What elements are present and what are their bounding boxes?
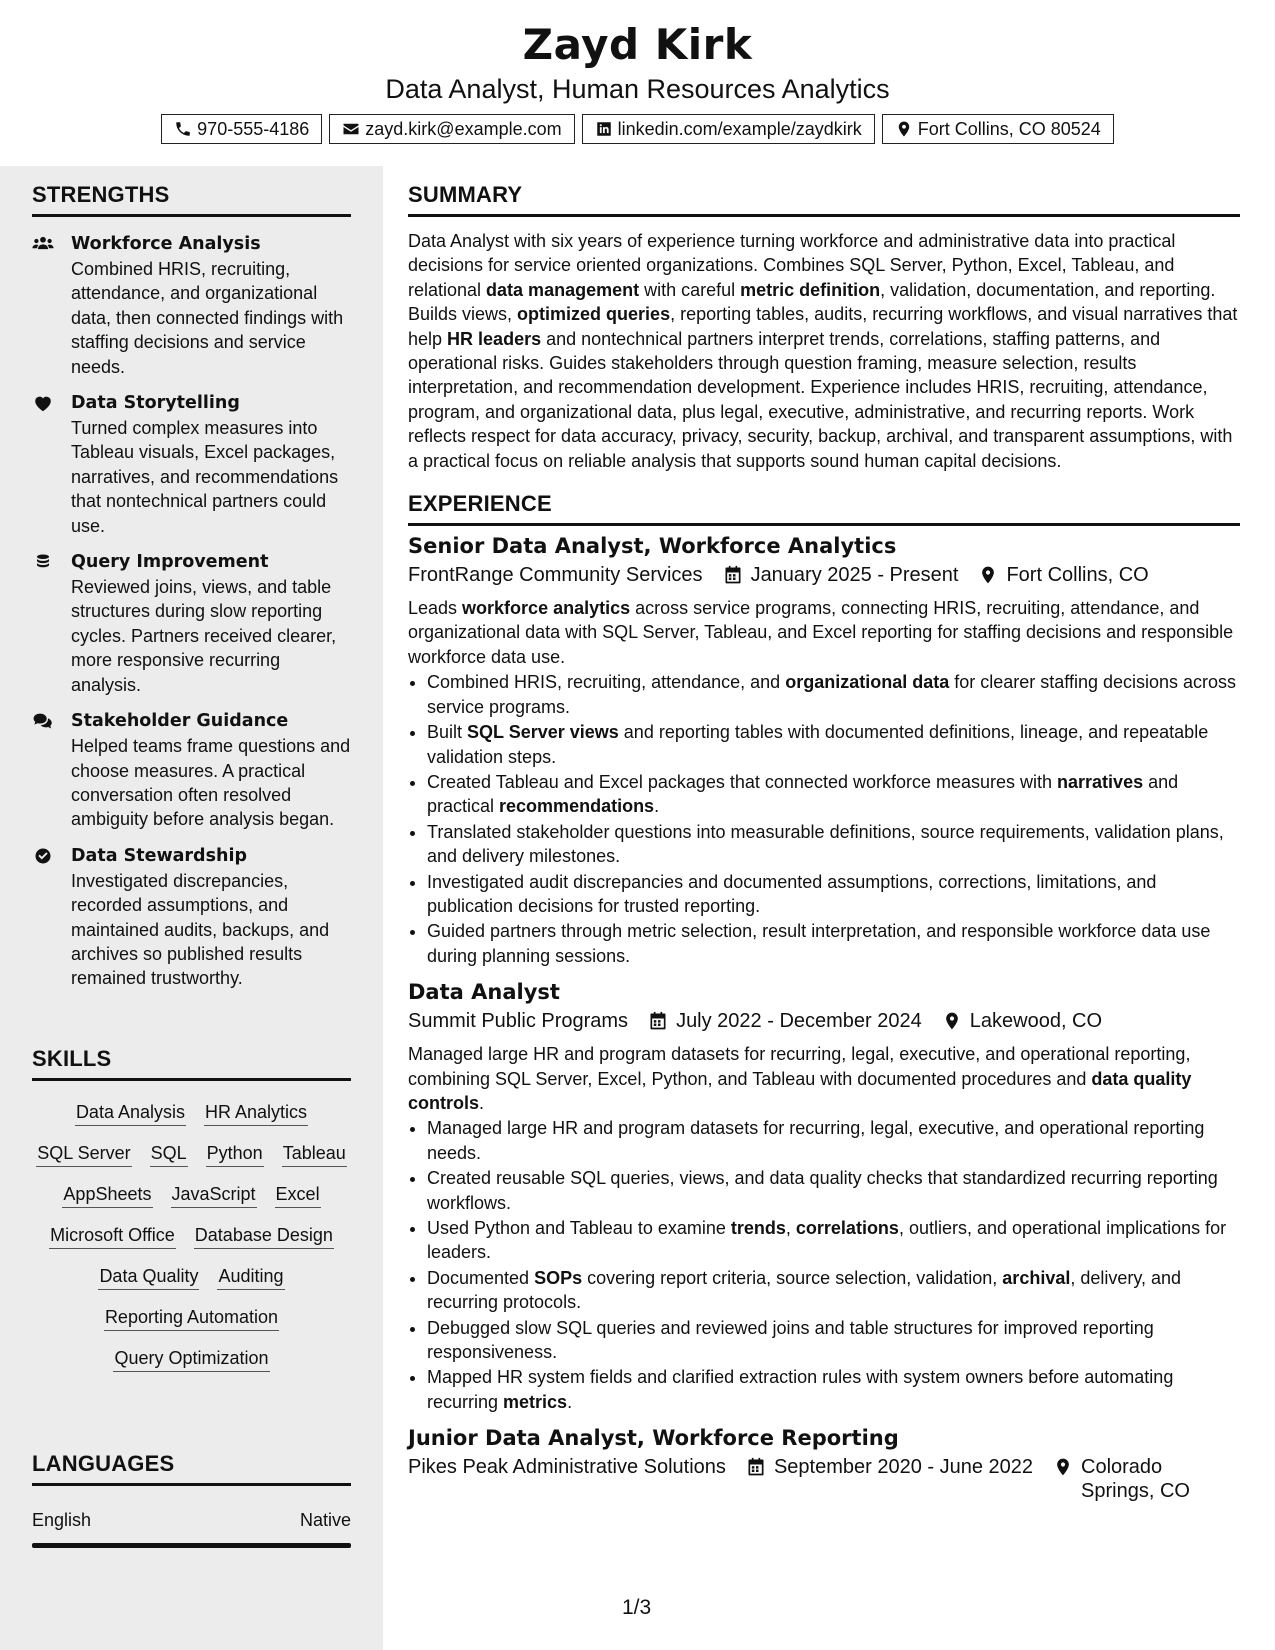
strength-description: Turned complex measures into Tableau visuals, Excel packages, narratives, and recommendations that nontechnical partners could use. xyxy=(71,418,339,536)
strength-description: Helped teams frame questions and choose measures. A practical conversation often resolved ambiguity before analysis began. xyxy=(71,736,351,830)
skill-tag: JavaScript xyxy=(171,1181,257,1208)
job-company: FrontRange Community Services xyxy=(408,564,703,587)
text-segment: , validation, documentation, and reporting. Builds views, xyxy=(408,279,1216,325)
job-description xyxy=(408,596,1240,669)
strengths-heading: STRENGTHS xyxy=(32,182,351,217)
text-segment: with careful xyxy=(639,279,741,300)
strength-text xyxy=(71,232,351,379)
bullet-item xyxy=(427,1166,1240,1215)
text-segment: data quality controls xyxy=(408,1068,1192,1113)
job-bullets xyxy=(408,670,1240,968)
languages-list xyxy=(32,1510,351,1548)
contact-bar xyxy=(0,114,1275,144)
bullet-item xyxy=(427,1116,1240,1165)
strength-title: Data Storytelling xyxy=(71,393,240,414)
job-title: Data Analyst xyxy=(408,980,560,1005)
text-segment: . xyxy=(479,1092,485,1113)
bullet-item xyxy=(427,1266,1240,1315)
strength-item xyxy=(32,550,351,697)
job-meta xyxy=(408,1009,1240,1033)
text-segment: data management xyxy=(486,279,640,300)
summary-heading: SUMMARY xyxy=(408,182,1240,217)
text-segment: for clearer staffing decisions across service programs. xyxy=(427,672,1237,717)
location-text: Fort Collins, CO 80524 xyxy=(917,118,1101,139)
text-segment: Documented xyxy=(427,1267,535,1288)
job-entry xyxy=(408,532,1240,968)
main-column xyxy=(408,166,1240,1503)
text-segment: , reporting tables, audits, recurring workflows, and visual narratives that help xyxy=(408,304,1238,349)
job-entry xyxy=(408,978,1240,1414)
strength-item xyxy=(32,844,351,991)
sidebar xyxy=(0,166,383,1650)
skill-tag: HR Analytics xyxy=(204,1099,308,1126)
comments-icon xyxy=(32,709,71,832)
strength-item xyxy=(32,232,351,379)
job-description xyxy=(408,1042,1240,1115)
strength-item xyxy=(32,391,351,538)
text-segment: metric definition xyxy=(740,279,881,300)
check-circle-icon xyxy=(32,844,71,991)
bullet-item xyxy=(427,720,1240,769)
languages-heading: LANGUAGES xyxy=(32,1451,351,1486)
text-segment: and reporting tables with documented definitions, lineage, and repeatable validation steps. xyxy=(427,722,1209,767)
skill-tag: Data Analysis xyxy=(75,1099,186,1126)
skills-list xyxy=(32,1081,351,1372)
job-title: Senior Data Analyst, Workforce Analytics xyxy=(408,534,897,559)
text-segment: Guided partners through metric selection, result interpretation, and responsible workforce data use during planning sessions. xyxy=(427,921,1211,966)
job-dates: September 2020 - June 2022 xyxy=(773,1456,1034,1479)
skill-tag: SQL xyxy=(150,1140,188,1167)
text-segment: Built xyxy=(427,722,468,743)
strength-text xyxy=(71,709,351,832)
job-location: Fort Collins, CO xyxy=(1006,564,1149,587)
summary-section xyxy=(408,182,1240,473)
skill-tag: SQL Server xyxy=(36,1140,131,1167)
job-location: Colorado Springs, CO xyxy=(1081,1456,1190,1503)
text-segment: covering report criteria, source selection, validation, xyxy=(582,1267,1003,1288)
strength-text xyxy=(71,550,351,697)
email-text: zayd.kirk@example.com xyxy=(365,118,562,139)
language-level: Native xyxy=(299,1510,351,1530)
text-segment: correlations xyxy=(795,1218,899,1238)
strength-description: Investigated discrepancies, recorded assumptions, and maintained audits, backups, and archives so published results remained trustworthy. xyxy=(71,870,330,989)
strength-text xyxy=(71,391,351,538)
strength-text xyxy=(71,844,351,991)
text-segment: HR leaders xyxy=(447,328,542,349)
skill-tag: Data Quality xyxy=(98,1263,199,1290)
experience-section xyxy=(408,491,1240,1503)
contact-linkedin[interactable] xyxy=(582,114,875,144)
map-pin-icon xyxy=(942,1011,962,1031)
text-segment: recommendations xyxy=(499,796,655,817)
bullet-item xyxy=(427,670,1240,719)
text-segment: , delivery, and recurring protocols. xyxy=(427,1267,1182,1313)
text-segment: Managed large HR and program datasets for recurring, legal, executive, and operational reporting, combining SQL Server, Excel, Python, and Tableau with documented procedures and xyxy=(408,1044,1191,1089)
bullet-item xyxy=(427,770,1240,819)
users-icon xyxy=(32,232,71,379)
job-entry xyxy=(408,1424,1240,1503)
text-segment: SQL Server views xyxy=(467,722,619,743)
map-pin-icon xyxy=(1053,1457,1073,1477)
page-number: 1/3 xyxy=(622,1596,652,1619)
skill-tag: Microsoft Office xyxy=(49,1222,176,1249)
text-segment: Translated stakeholder questions into measurable definitions, source requirements, validation plans, and delivery milestones. xyxy=(427,821,1224,867)
bullet-item xyxy=(427,820,1240,869)
heart-icon xyxy=(32,391,71,538)
job-dates: January 2025 - Present xyxy=(750,564,959,587)
strength-title: Data Stewardship xyxy=(71,845,247,866)
strength-description: Reviewed joins, views, and table structures during slow reporting cycles. Partners received clearer, more responsive recurring analysis. xyxy=(71,577,337,695)
bullet-item xyxy=(427,1365,1240,1414)
strength-title: Query Improvement xyxy=(71,552,269,573)
job-meta xyxy=(408,563,1240,587)
skill-tag: AppSheets xyxy=(62,1181,152,1208)
bullet-item xyxy=(427,919,1240,968)
text-segment: and practical xyxy=(427,771,1179,817)
text-segment: Used Python and Tableau to examine xyxy=(427,1218,731,1238)
text-segment: Created Tableau and Excel packages that connected workforce measures with xyxy=(427,771,1058,792)
strengths-section xyxy=(32,182,351,1003)
text-segment: Debugged slow SQL queries and reviewed joins and table structures for improved reporting responsiveness. xyxy=(427,1317,1154,1363)
contact-location[interactable] xyxy=(882,114,1114,144)
strength-description: Combined HRIS, recruiting, attendance, and organizational data, then connected findings with staffing decisions and service needs. xyxy=(71,259,344,377)
text-segment: Mapped HR system fields and clarified extraction rules with system owners before automating recurring xyxy=(427,1367,1174,1412)
language-proficiency-bar xyxy=(32,1543,351,1548)
strength-title: Workforce Analysis xyxy=(71,234,261,254)
text-segment: workforce analytics xyxy=(462,598,631,619)
text-segment: Data Analyst with six years of experience turning workforce and administrative data into practical decisions for service oriented organizations. Combines SQL Server, Python, Excel, Tableau, and relational xyxy=(408,231,1176,300)
text-segment: Combined HRIS, recruiting, attendance, and xyxy=(427,672,786,693)
text-segment: and nontechnical partners interpret trends, correlations, staffing patterns, and operational risks. Guides stakeholders through question framing, measure selection, results interpretation, and recommendation development. Experience includes HRIS, recruiting, attendance, program, and organizational data, plus legal, executive, administrative, and recurring reports. Work reflects respect for data accuracy, privacy, security, backup, archival, and transparent assumptions, with a practical focus on reliable analysis that supports sound human capital decisions. xyxy=(408,328,1233,471)
text-segment: Created reusable SQL queries, views, and data quality checks that standardized recurring reporting workflows. xyxy=(427,1168,1218,1213)
strength-title: Stakeholder Guidance xyxy=(71,711,289,732)
skill-tag: Python xyxy=(206,1140,264,1167)
text-segment: Investigated audit discrepancies and documented assumptions, corrections, limitations, and publication decisions for trusted reporting. xyxy=(427,871,1157,916)
strengths-list xyxy=(32,232,351,991)
contact-phone[interactable] xyxy=(161,114,322,144)
linkedin-icon xyxy=(595,120,613,138)
text-segment: , xyxy=(785,1218,796,1238)
calendar-icon xyxy=(746,1457,766,1477)
text-segment: trends xyxy=(730,1218,786,1238)
job-dates: July 2022 - December 2024 xyxy=(676,1010,922,1033)
text-segment: . xyxy=(567,1391,573,1412)
text-segment: archival xyxy=(1002,1267,1071,1288)
text-segment: , outliers, and operational implications for leaders. xyxy=(427,1218,1227,1263)
skill-tag: Database Design xyxy=(194,1222,334,1249)
job-company: Summit Public Programs xyxy=(408,1010,629,1033)
experience-heading: EXPERIENCE xyxy=(408,491,1240,526)
text-segment: organizational data xyxy=(785,672,950,693)
resume-header xyxy=(0,0,1275,166)
map-pin-icon xyxy=(895,120,913,138)
text-segment: SOPs xyxy=(534,1267,583,1288)
bullet-item xyxy=(427,870,1240,919)
database-icon xyxy=(32,550,71,697)
contact-email[interactable] xyxy=(329,114,574,144)
job-title: Junior Data Analyst, Workforce Reporting xyxy=(408,1426,899,1451)
language-row xyxy=(32,1510,351,1531)
skill-tag: Tableau xyxy=(282,1140,347,1167)
summary-text xyxy=(408,229,1240,473)
skill-tag: Auditing xyxy=(217,1263,284,1290)
text-segment: narratives xyxy=(1057,771,1144,792)
skills-heading: SKILLS xyxy=(32,1046,351,1081)
skill-tag: Excel xyxy=(275,1181,321,1208)
candidate-name: Zayd Kirk xyxy=(522,20,753,69)
map-pin-icon xyxy=(978,565,998,585)
skills-section xyxy=(32,1046,351,1372)
bullet-item xyxy=(427,1216,1240,1265)
job-company: Pikes Peak Administrative Solutions xyxy=(408,1456,726,1479)
job-meta xyxy=(408,1455,1240,1503)
job-bullets xyxy=(408,1116,1240,1414)
phone-icon xyxy=(174,120,192,138)
languages-section xyxy=(32,1451,351,1548)
text-segment: across service programs, connecting HRIS, recruiting, attendance, and organizational data with SQL Server, Tableau, and Excel reporting for staffing decisions and responsible workforce data use. xyxy=(408,598,1234,667)
text-segment: metrics xyxy=(503,1391,568,1412)
phone-text: 970-555-4186 xyxy=(197,118,310,139)
calendar-icon xyxy=(648,1011,668,1031)
calendar-icon xyxy=(723,565,743,585)
text-segment: Managed large HR and program datasets for recurring, legal, executive, and operational reporting needs. xyxy=(427,1118,1205,1163)
candidate-title: Data Analyst, Human Resources Analytics xyxy=(385,74,890,104)
text-segment: optimized queries xyxy=(517,304,671,325)
bullet-item xyxy=(427,1316,1240,1365)
job-location: Lakewood, CO xyxy=(969,1010,1103,1033)
language-name: English xyxy=(32,1510,92,1530)
linkedin-text: linkedin.com/example/zaydkirk xyxy=(617,118,862,139)
text-segment: . xyxy=(654,796,660,817)
skill-tag: Query Optimization xyxy=(113,1345,269,1372)
strength-item xyxy=(32,709,351,832)
skill-tag: Reporting Automation xyxy=(104,1304,279,1331)
jobs-list xyxy=(408,532,1240,1503)
text-segment: Leads xyxy=(408,598,463,619)
envelope-icon xyxy=(342,120,360,138)
